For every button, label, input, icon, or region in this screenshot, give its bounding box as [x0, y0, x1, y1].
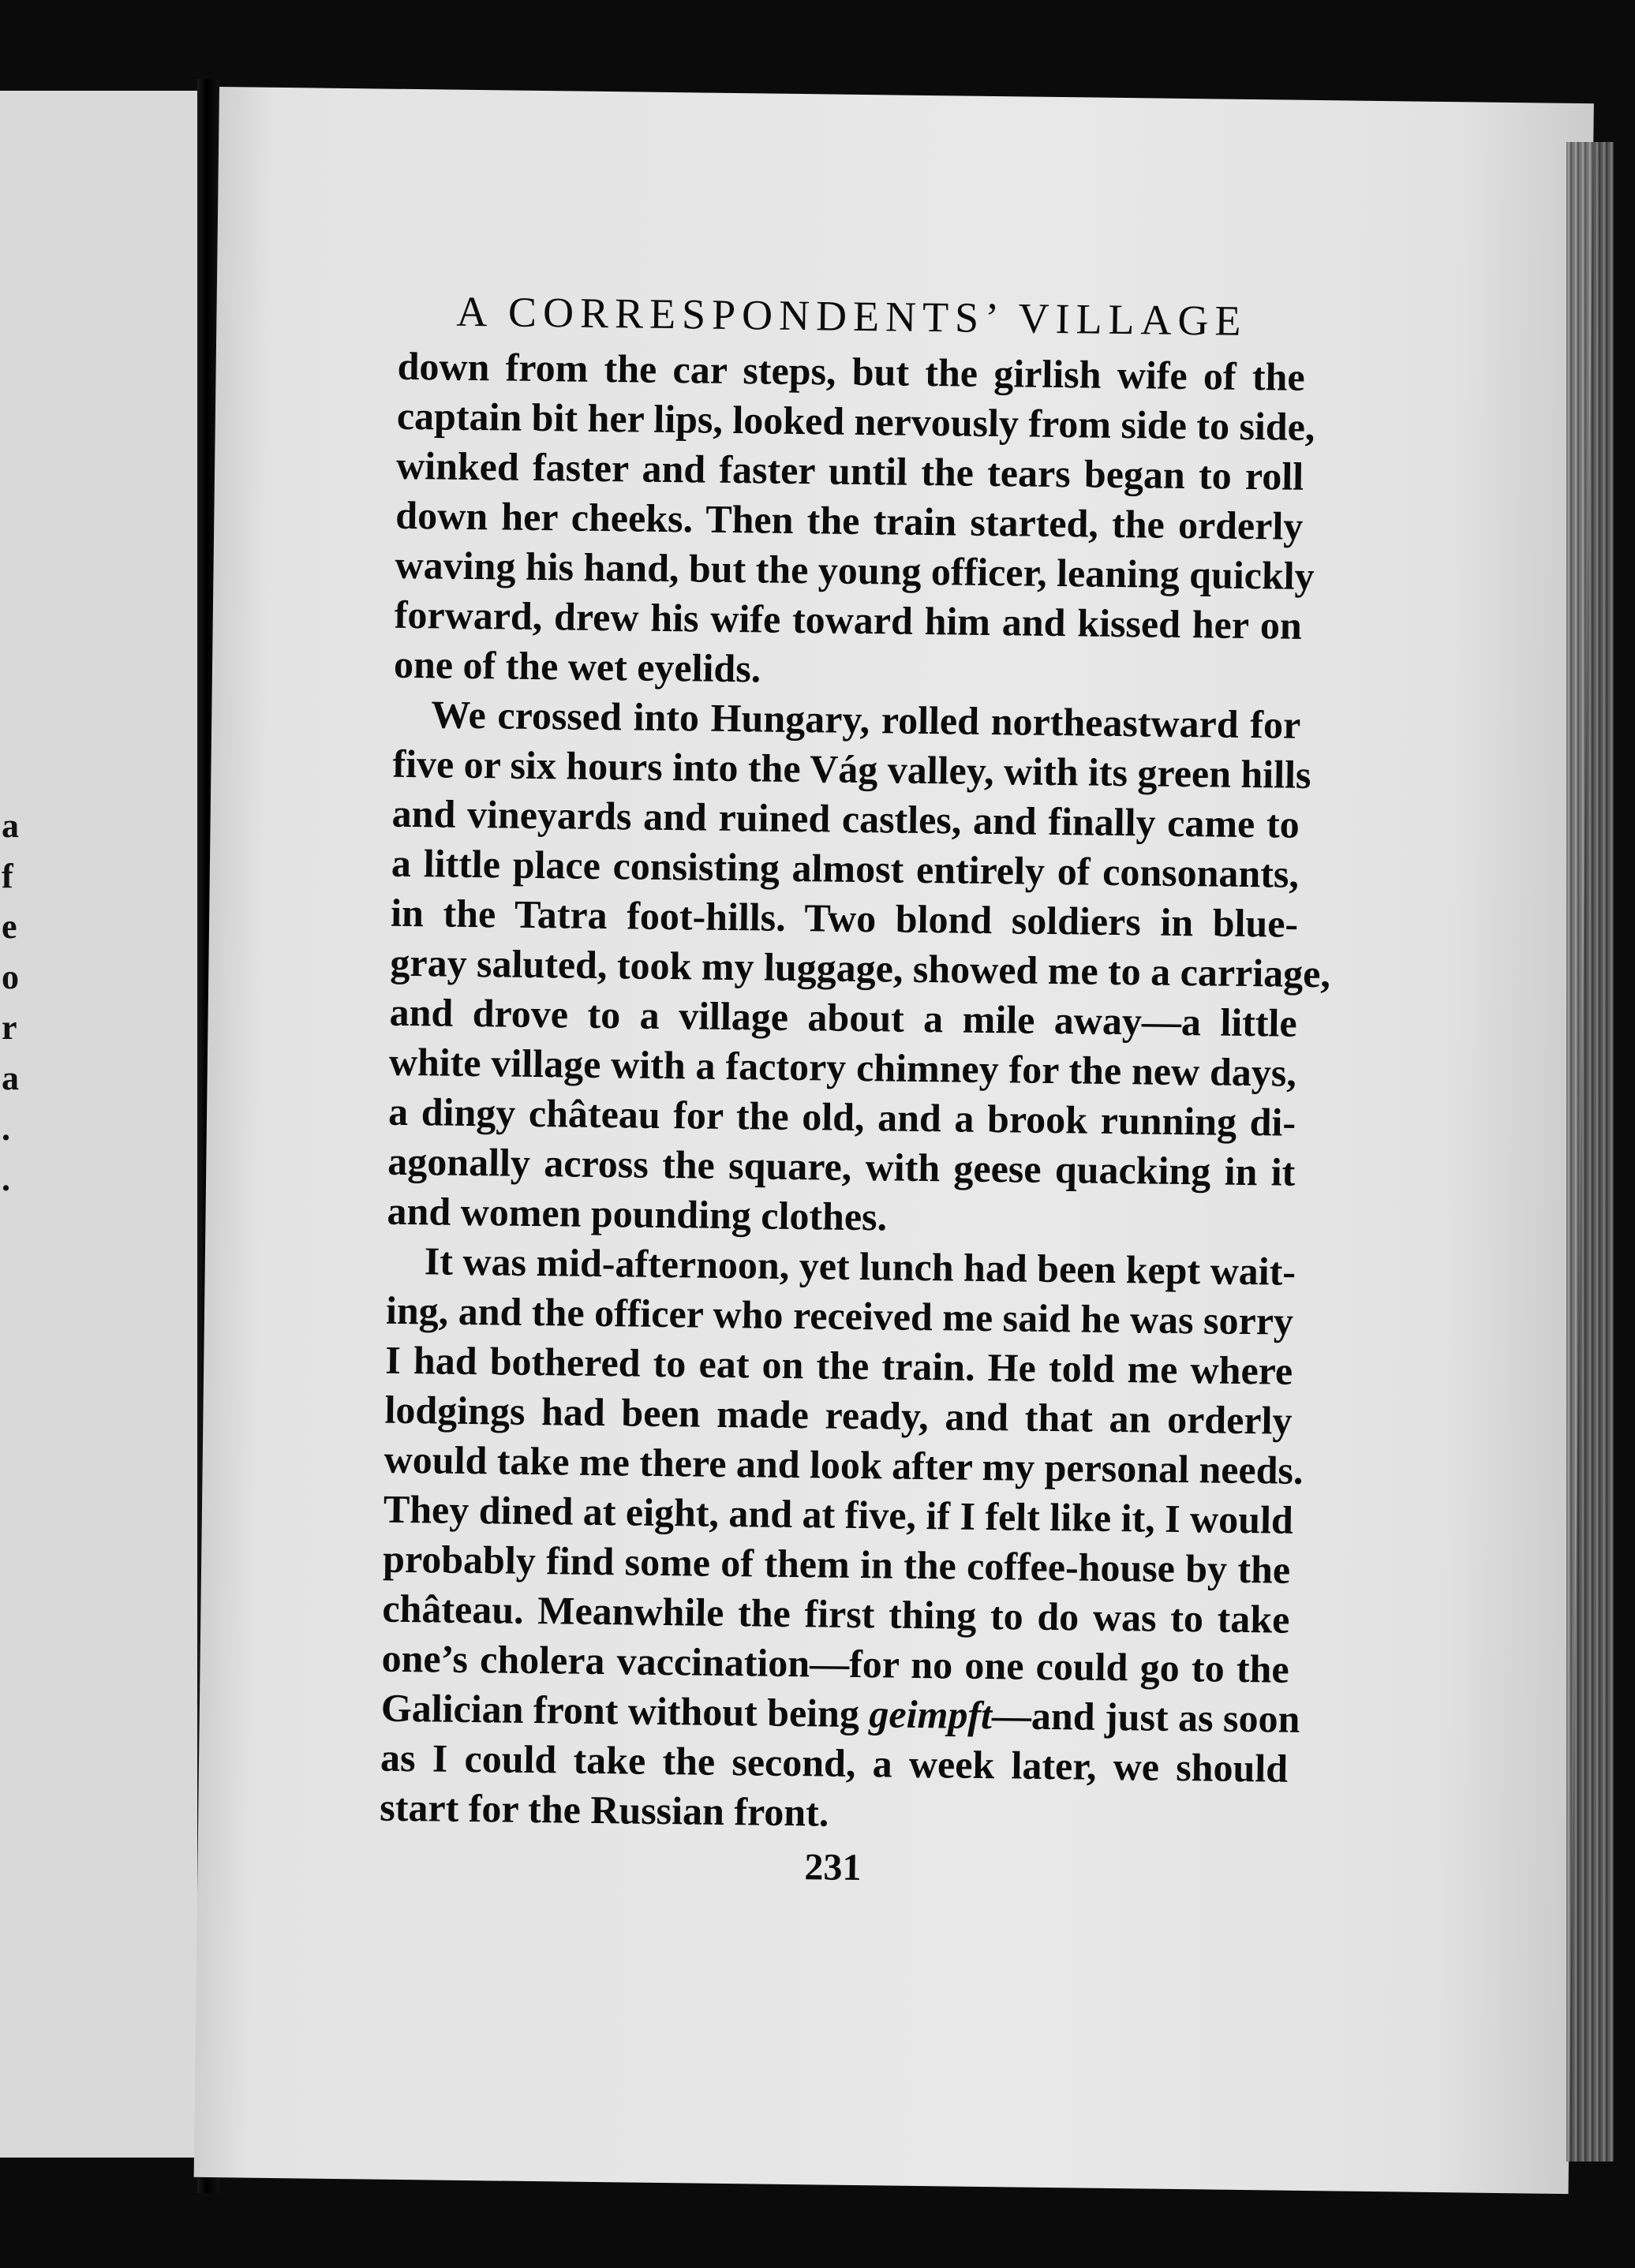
text-line: down her cheeks. Then the train started, the orderly: [395, 492, 1304, 548]
text-line: ing, and the officer who received me said he was sorry: [385, 1287, 1294, 1343]
text-line: It was mid-afternoon, yet lunch had been kept wait-: [424, 1239, 1296, 1294]
italic-word: geimpft: [869, 1691, 993, 1738]
right-page: [194, 87, 1594, 2194]
edge-letter: r: [2, 1008, 17, 1047]
text-line: gray saluted, took my luggage, showed me to a carriage,: [390, 940, 1331, 996]
edge-letter: e: [2, 907, 17, 946]
paragraph-3: [380, 1236, 1334, 1844]
text-line: agonally across the square, with geese quacking in it: [387, 1138, 1296, 1194]
text-line: and drove to a village about a mile away—a little: [389, 989, 1297, 1045]
page-edges: [1566, 142, 1614, 2162]
left-facing-page: [0, 91, 197, 2158]
text-line: château. Meanwhile the first thing to do was to take: [382, 1586, 1290, 1642]
text-line: forward, drew his wife toward him and kissed her on: [394, 592, 1303, 648]
text-line: would take me there and look after my personal needs.: [383, 1437, 1304, 1493]
text-line: winked faster and faster until the tears began to roll: [395, 443, 1304, 499]
text-line: They dined at eight, and at five, if I felt like it, I would: [383, 1486, 1294, 1542]
text-line: lodgings had been made ready, and that an orderly: [384, 1387, 1293, 1443]
text-line: one of the wet eyelids.: [393, 641, 761, 691]
edge-letter: o: [2, 958, 19, 996]
running-head: A CORRESPONDENTS’ VILLAGE: [456, 287, 1248, 345]
text-line: captain bit her lips, looked nervously from side to side,: [396, 393, 1315, 449]
text-run: Galician front without being: [380, 1685, 870, 1736]
text-line: five or six hours into the Vág valley, with its green hills: [392, 741, 1311, 797]
text-run: —and just as soon: [991, 1693, 1300, 1741]
paragraph-1: [394, 342, 1345, 701]
text-line: and women pounding clothes.: [387, 1188, 888, 1239]
edge-letter: a: [2, 1059, 19, 1097]
left-page-edge-letters: [2, 801, 33, 1205]
paragraph-2: [387, 689, 1340, 1248]
edge-letter: f: [2, 857, 13, 895]
edge-letter: a: [2, 806, 19, 845]
edge-letter: .: [2, 1160, 10, 1198]
text-line: one’s cholera vaccination—for no one could go to the: [381, 1635, 1289, 1691]
text-line: white village with a factory chimney for the new days,: [388, 1039, 1297, 1095]
text-line: in the Tatra foot-hills. Two blond soldiers in blue-: [390, 890, 1299, 946]
edge-letter: .: [2, 1109, 10, 1148]
text-line: a dingy château for the old, and a brook running di-: [387, 1089, 1296, 1145]
text-line: waving his hand, but the young officer, leaning quickly: [395, 542, 1315, 598]
text-line: a little place consisting almost entirely of consonants,: [391, 840, 1300, 896]
text-line: I had bothered to eat on the train. He told me where: [384, 1337, 1293, 1393]
text-line: start for the Russian front.: [380, 1784, 829, 1835]
text-line: We crossed into Hungary, rolled northeastward for: [430, 692, 1301, 747]
text-line: as I could take the second, a week later, we should: [380, 1735, 1289, 1791]
page-number: 231: [804, 1846, 862, 1889]
text-line: and vineyards and ruined castles, and finally came to: [391, 790, 1300, 846]
page-text-block: [379, 286, 1345, 1896]
text-line: probably find some of them in the coffee-house by the: [382, 1536, 1291, 1592]
text-line: down from the car steps, but the girlish wife of the: [397, 343, 1305, 399]
